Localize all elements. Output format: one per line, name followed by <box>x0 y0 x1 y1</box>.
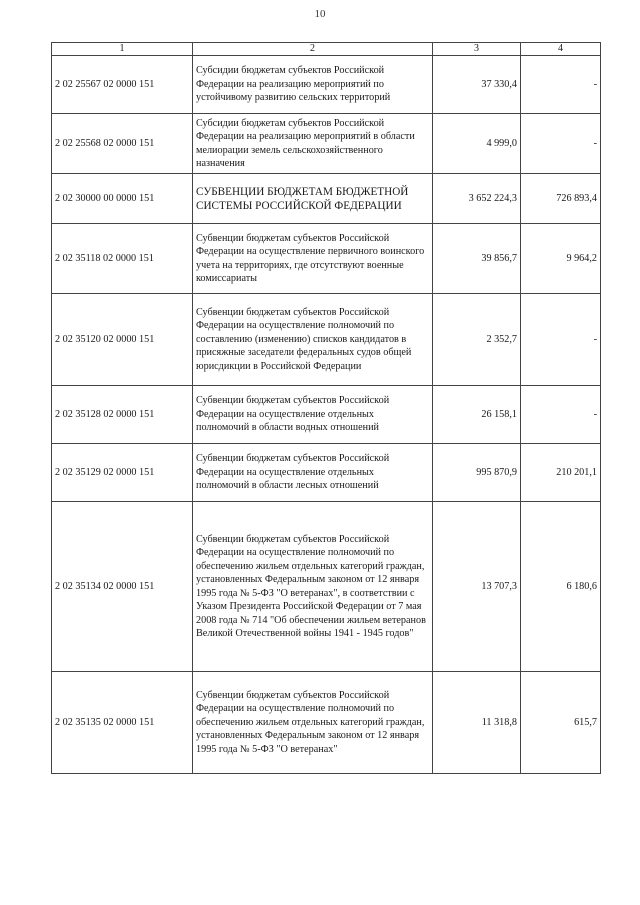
description-cell: Субвенции бюджетам субъектов Российской Федерации на осуществление полномочий по составлению (изменению) списков кандидатов в присяжные заседатели федеральных судов общей юрисдикции в Российской Федерации <box>193 294 433 386</box>
description-cell: СУБВЕНЦИИ БЮДЖЕТАМ БЮДЖЕТНОЙ СИСТЕМЫ РОССИЙСКОЙ ФЕДЕРАЦИИ <box>193 174 433 224</box>
amount-cell: 2 352,7 <box>433 294 521 386</box>
amount-cell: 615,7 <box>521 672 601 774</box>
description-cell: Субсидии бюджетам субъектов Российской Федерации на реализацию мероприятий в области мелиорации земель сельскохозяйственного назначения <box>193 114 433 174</box>
description-cell: Субвенции бюджетам субъектов Российской Федерации на осуществление первичного воинского учета на территориях, где отсутствуют военные комиссариаты <box>193 224 433 294</box>
budget-table <box>51 42 601 774</box>
amount-cell: 9 964,2 <box>521 224 601 294</box>
amount-cell: 11 318,8 <box>433 672 521 774</box>
amount-cell: - <box>521 294 601 386</box>
description-cell: Субвенции бюджетам субъектов Российской Федерации на осуществление отдельных полномочий в области водных отношений <box>193 386 433 444</box>
table-row <box>52 114 601 174</box>
amount-cell: - <box>521 386 601 444</box>
table-row <box>52 502 601 672</box>
amount-cell: 3 652 224,3 <box>433 174 521 224</box>
budget-code-cell: 2 02 30000 00 0000 151 <box>52 174 193 224</box>
budget-code-cell: 2 02 35129 02 0000 151 <box>52 444 193 502</box>
budget-code-cell: 2 02 35128 02 0000 151 <box>52 386 193 444</box>
table-row <box>52 386 601 444</box>
column-header: 1 <box>52 43 193 56</box>
budget-code-cell: 2 02 35134 02 0000 151 <box>52 502 193 672</box>
column-header: 3 <box>433 43 521 56</box>
table-header-row <box>52 43 601 56</box>
amount-cell: 26 158,1 <box>433 386 521 444</box>
budget-code-cell: 2 02 35118 02 0000 151 <box>52 224 193 294</box>
description-cell: Субвенции бюджетам субъектов Российской Федерации на осуществление полномочий по обеспечению жильем отдельных категорий граждан, установленных Федеральным законом от 12 января 1995 года № 5-ФЗ "О ветеранах" <box>193 672 433 774</box>
table-row <box>52 444 601 502</box>
budget-code-cell: 2 02 25568 02 0000 151 <box>52 114 193 174</box>
budget-code-cell: 2 02 25567 02 0000 151 <box>52 56 193 114</box>
table-row <box>52 224 601 294</box>
table-row <box>52 56 601 114</box>
amount-cell: 210 201,1 <box>521 444 601 502</box>
amount-cell: 39 856,7 <box>433 224 521 294</box>
table-row <box>52 294 601 386</box>
table-row <box>52 174 601 224</box>
description-cell: Субвенции бюджетам субъектов Российской Федерации на осуществление полномочий по обеспечению жильем отдельных категорий граждан, установленных Федеральным законом от 12 января 1995 года № 5-ФЗ "О ветеранах", в соответствии с Указом Президента Российской Федерации от 7 мая 2008 года № 714 "Об обеспечении жильем ветеранов Великой Отечественной войны 1941 - 1945 годов" <box>193 502 433 672</box>
amount-cell: 4 999,0 <box>433 114 521 174</box>
amount-cell: - <box>521 114 601 174</box>
amount-cell: 13 707,3 <box>433 502 521 672</box>
amount-cell: 6 180,6 <box>521 502 601 672</box>
amount-cell: - <box>521 56 601 114</box>
column-header: 4 <box>521 43 601 56</box>
amount-cell: 995 870,9 <box>433 444 521 502</box>
budget-code-cell: 2 02 35120 02 0000 151 <box>52 294 193 386</box>
table-row <box>52 672 601 774</box>
page-number: 10 <box>314 8 326 20</box>
description-cell: Субвенции бюджетам субъектов Российской Федерации на осуществление отдельных полномочий в области лесных отношений <box>193 444 433 502</box>
amount-cell: 37 330,4 <box>433 56 521 114</box>
budget-code-cell: 2 02 35135 02 0000 151 <box>52 672 193 774</box>
amount-cell: 726 893,4 <box>521 174 601 224</box>
description-cell: Субсидии бюджетам субъектов Российской Федерации на реализацию мероприятий по устойчивому развитию сельских территорий <box>193 56 433 114</box>
column-header: 2 <box>193 43 433 56</box>
